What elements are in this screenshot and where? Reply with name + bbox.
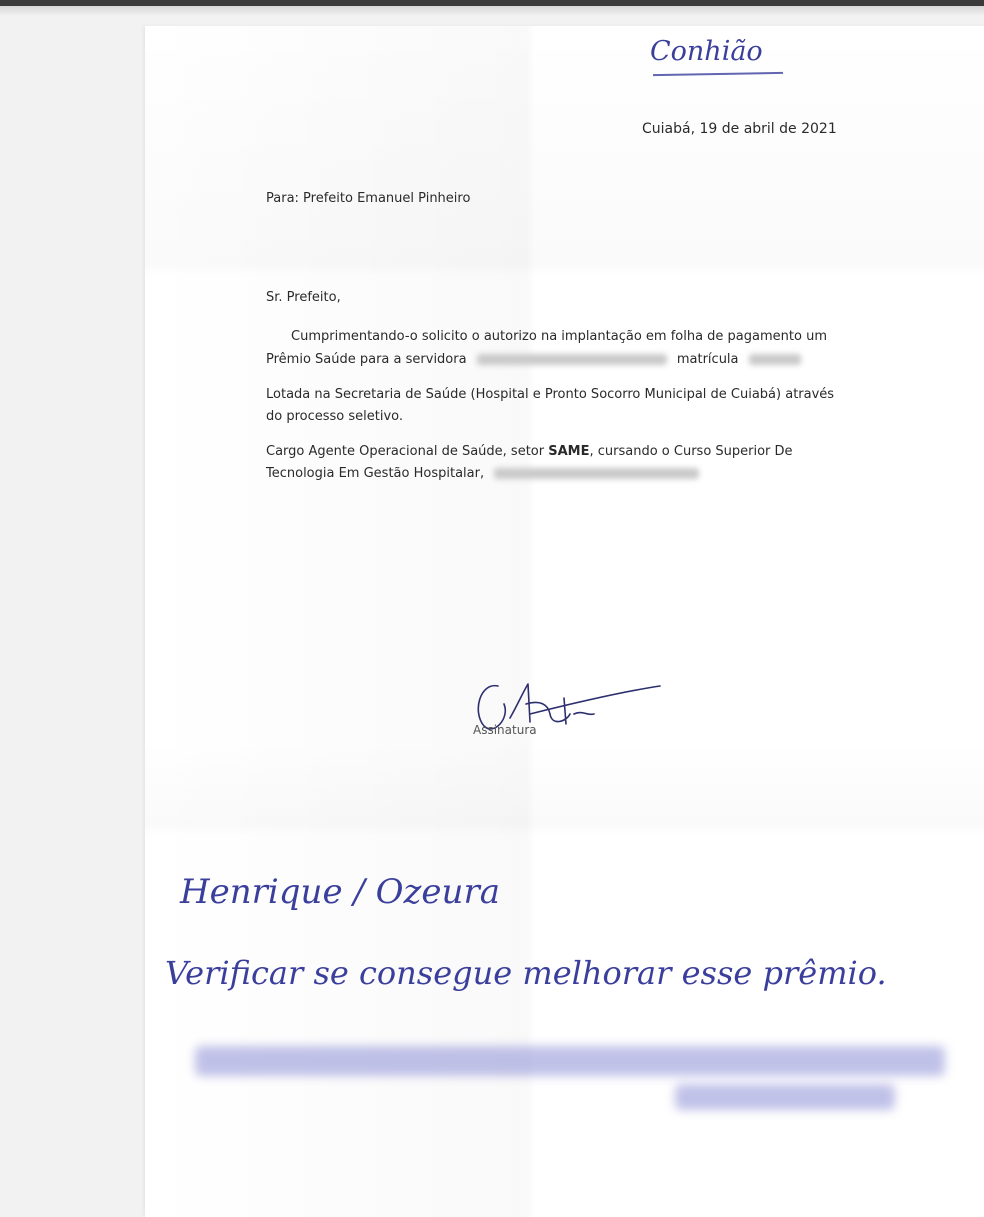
paragraph-1-line-2-registration: matrícula [676,352,739,367]
paragraph-2-line-1: Lotada na Secretaria de Saúde (Hospital e Pronto Socorro Municipal de Cuiabá) através [266,387,835,402]
top-shadow [0,6,984,16]
redacted-handwriting-line-2 [675,1084,895,1110]
letter-date: Cuiabá, 19 de abril de 2021 [642,121,837,137]
letter-page [145,26,984,1217]
handwritten-note-line-1: Henrique / Ozeura [180,872,500,912]
handwritten-top-note: Conhião [650,36,763,67]
paragraph-3-text-a: Cargo Agente Operacional de Saúde, setor [266,444,545,459]
handwritten-note-line-2: Verificar se consegue melhorar esse prêmio. [165,954,887,992]
redacted-employee-name [477,354,667,365]
redacted-registration-number [749,354,801,365]
letter-salutation: Sr. Prefeito, [266,290,341,305]
paragraph-3-line-2-text: Tecnologia Em Gestão Hospitalar, [266,466,485,481]
paragraph-1-line-2 [266,352,801,367]
paragraph-3-line-2 [266,466,699,481]
paragraph-3-text-b: , cursando o Curso Superior De [589,444,793,459]
paragraph-1-line-2-text: Prêmio Saúde para a servidora [266,352,467,367]
paragraph-1-line-1: Cumprimentando-o solicito o autorizo na implantação em folha de pagamento um [291,329,827,344]
signature-label: Assinatura [473,723,537,737]
redacted-handwriting-line-1 [195,1046,945,1076]
redacted-course-info [494,468,699,479]
handwritten-top-underline [653,72,783,76]
paragraph-2-line-2: do processo seletivo. [266,409,404,424]
paragraph-3-sector: SAME [548,444,590,459]
paragraph-3-line-1 [266,444,793,459]
letter-recipient: Para: Prefeito Emanuel Pinheiro [266,191,471,206]
